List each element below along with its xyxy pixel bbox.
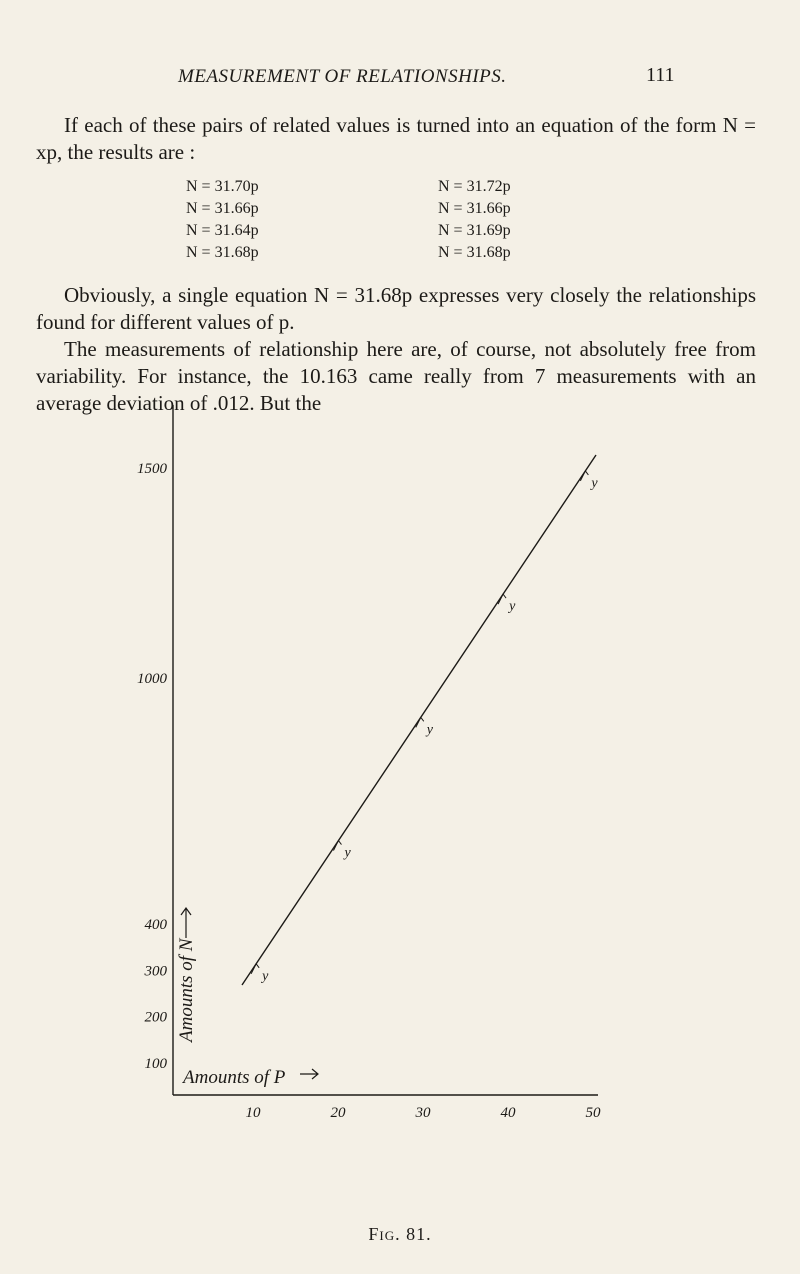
data-point-label: y	[509, 599, 516, 615]
x-tick-labels	[246, 1105, 602, 1121]
equation-3: N = 31.64p	[186, 222, 259, 239]
equation-4: N = 31.68p	[186, 244, 259, 261]
x-tick-label: 40	[500, 1105, 516, 1121]
paragraph-obviously: Obviously, a single equation N = 31.68p expresses very closely the relationships found for different values of p.	[36, 283, 756, 334]
x-tick-label: 10	[245, 1105, 261, 1121]
y-tick-label: 400	[144, 917, 167, 933]
data-point-label: y	[344, 845, 351, 861]
data-point-label: y	[426, 722, 433, 738]
y-tick-label: 200	[144, 1009, 167, 1026]
x-axis-title: Amounts of P	[183, 1067, 286, 1088]
x-tick-label: 20	[330, 1105, 346, 1121]
paragraph-measurements: The measurements of relationship here are, of course, not absolutely free from variability. For instance, the 10.163 came really from 7 measurements with an average deviation of .012. But the	[36, 337, 756, 415]
axis-labels	[176, 908, 318, 1088]
equation-2: N = 31.66p	[186, 200, 259, 217]
chart-axes	[173, 405, 598, 1095]
data-point-label: y	[591, 475, 598, 491]
equation-7: N = 31.69p	[438, 222, 511, 239]
y-axis-arrow	[181, 908, 191, 938]
figure-caption: Fig. 81.	[368, 1224, 432, 1244]
equation-8: N = 31.68p	[438, 244, 511, 261]
equation-5: N = 31.72p	[438, 178, 511, 195]
page-number: 111	[646, 64, 675, 86]
y-tick-labels	[137, 461, 168, 1072]
data-point-label: y	[262, 968, 269, 984]
y-tick-label: 1000	[137, 671, 167, 687]
x-tick-label: 30	[415, 1105, 431, 1121]
x-tick-label: 50	[585, 1105, 601, 1121]
chart-series	[242, 455, 598, 985]
equation-1: N = 31.70p	[186, 178, 259, 195]
running-head: MEASUREMENT OF RELATIONSHIPS.	[178, 66, 507, 87]
y-tick-label: 1500	[137, 461, 167, 477]
y-tick-label: 300	[144, 963, 167, 980]
y-axis-title: Amounts of N	[176, 938, 197, 1042]
equation-6: N = 31.66p	[438, 200, 511, 217]
x-axis-arrow	[300, 1069, 318, 1079]
y-tick-label: 100	[144, 1056, 167, 1072]
intro-paragraph: If each of these pairs of related values is turned into an equation of the form N = xp, the results are :	[36, 113, 756, 164]
